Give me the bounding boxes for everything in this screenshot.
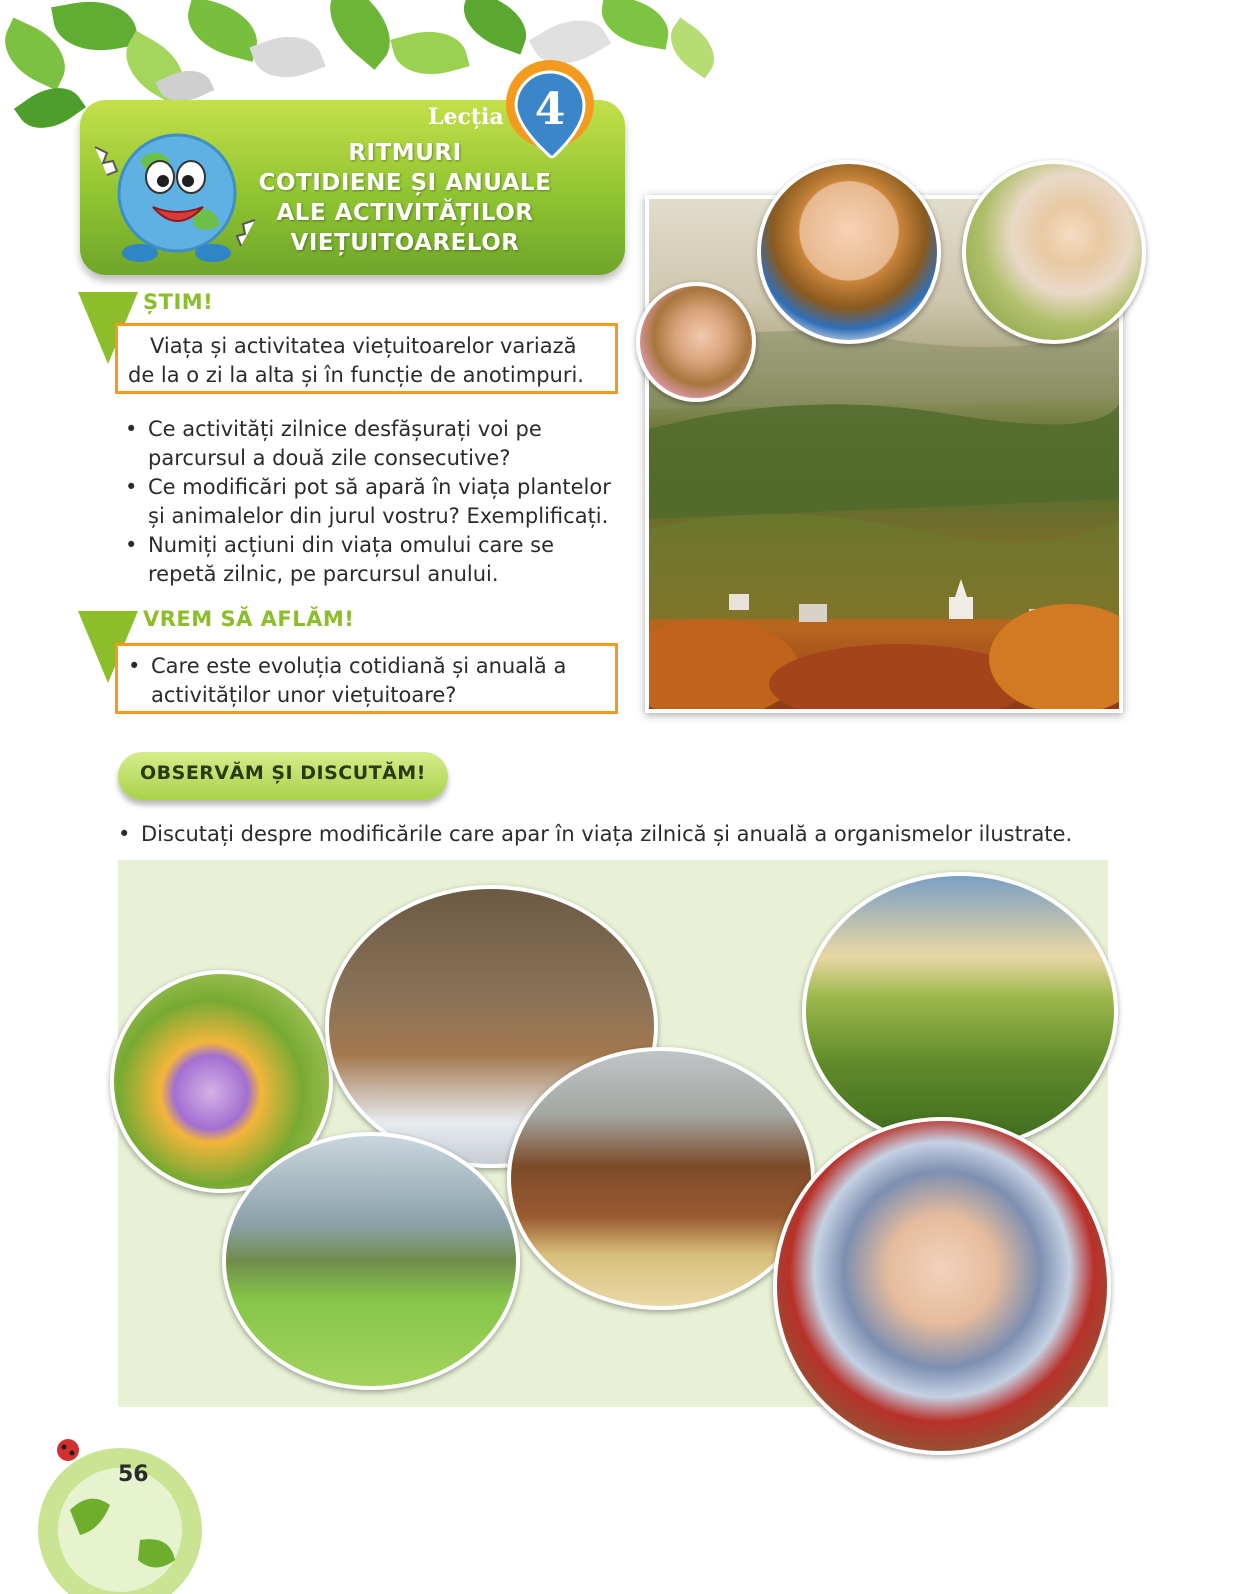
observe-label: OBSERVĂM ȘI DISCUTĂM! [140, 762, 426, 784]
vrem-list [128, 652, 605, 710]
vrem-box [115, 643, 618, 714]
lesson-number: 4 [534, 84, 566, 135]
discuss-instruction: • Discutați despre modificările care apar în viața zilnică și anuală a organismelor ilustrate. [118, 820, 1118, 849]
boy-eating-photo [757, 160, 941, 344]
girl-sleeping-photo [636, 282, 756, 402]
stim-text: Viața și activitatea viețuitoarelor variază de la o zi la alta și în funcție de anotimpuri. [128, 334, 584, 387]
lesson-title-line: RITMURI [348, 140, 462, 166]
discuss-list [118, 820, 1118, 849]
question-item: • Ce activități zilnice desfășurați voi pe parcursul a două zile consecutive? [125, 415, 615, 473]
lesson-word: Lecția [428, 104, 504, 130]
lesson-title-line: ALE ACTIVITĂȚILOR [276, 200, 534, 226]
stim-heading: ȘTIM! [143, 290, 214, 314]
grandfather-reading-photo [773, 1117, 1111, 1455]
cows-hay-photo [507, 1047, 815, 1310]
globe-footer-icon [30, 1420, 210, 1594]
sheep-meadow-photo [222, 1132, 520, 1390]
lesson-title-line: VIEȚUITOARELOR [290, 230, 520, 256]
lesson-title-line: COTIDIENE ȘI ANUALE [258, 170, 552, 196]
stim-box [115, 323, 618, 394]
page-number: 56 [118, 1462, 149, 1487]
vrem-question: • Care este evoluția cotidiană și anuală a activităților unor viețuitoare? [128, 652, 605, 710]
question-item: • Ce modificări pot să apară în viața plantelor și animalelor din jurul vostru? Exemplificați. [125, 473, 615, 531]
question-list [125, 415, 615, 589]
question-item: • Numiți acțiuni din viața omului care se repetă zilnic, pe parcursul anului. [125, 531, 615, 589]
lesson-title [240, 138, 570, 258]
corn-field-photo [802, 872, 1118, 1150]
vrem-heading: VREM SĂ AFLĂM! [143, 607, 355, 631]
girl-reading-photo [962, 160, 1146, 344]
